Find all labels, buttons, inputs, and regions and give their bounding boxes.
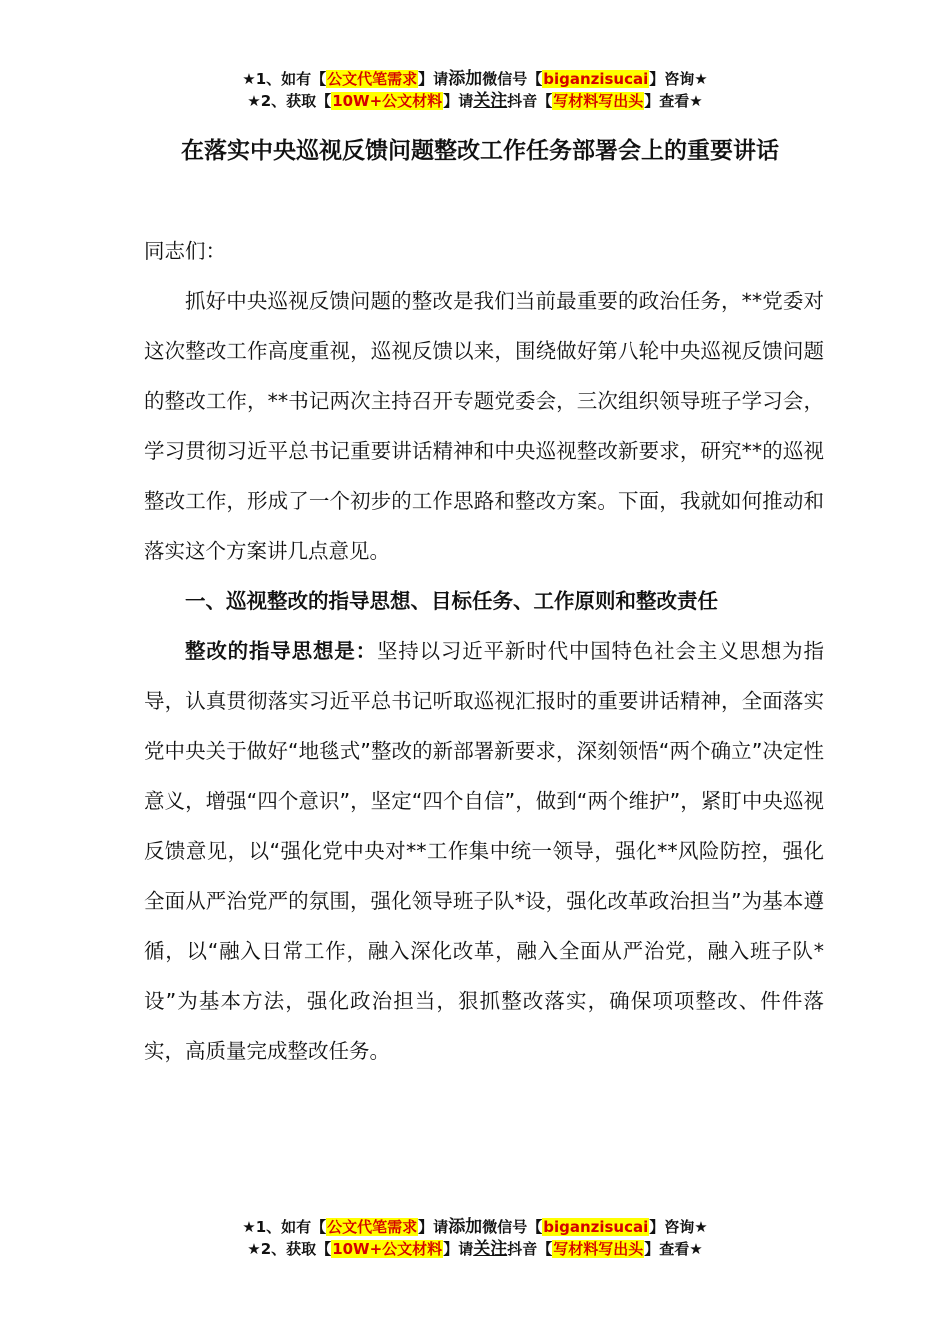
promo-line-2: ★2、获取【10W+公文材料】请关注抖音【写材料写出头】查看★ [247,1239,703,1259]
promo-line-2: ★2、获取【10W+公文材料】请关注抖音【写材料写出头】查看★ [247,91,703,111]
highlight-douyin: 写材料写出头 [553,1240,644,1258]
highlight-wechat-id: biganzisucai [543,1218,649,1236]
highlight-douyin: 写材料写出头 [553,92,644,110]
document-title: 在落实中央巡视反馈问题整改工作任务部署会上的重要讲话 [181,138,779,164]
promo-line-1: ★1、如有【公文代笔需求】请添加微信号【biganzisucai】咨询★ [242,69,708,89]
promo-banner-top [0,68,950,112]
document-body [144,226,824,1076]
guiding-thought-paragraph: 整改的指导思想是：坚持以习近平新时代中国特色社会主义思想为指导，认真贯彻落实习近平总书记听取巡视汇报时的重要讲话精神，全面落实党中央关于做好“地毯式”整改的新部署新要求，深刻领悟“两个确立”决定性意义，增强“四个意识”，坚定“四个自信”，做到“两个维护”，紧盯中央巡视反馈意见，以“强化党中央对**工作集中统一领导，强化**风险防控，强化全面从严治党严的氛围，强化领导班子队*设，强化改革政治担当”为基本遵循，以“融入日常工作，融入深化改革，融入全面从严治党，融入班子队*设”为基本方法，强化政治担当，狠抓整改落实，确保项项整改、件件落实，高质量完成整改任务。 [144,639,825,1063]
paragraph-lead: 整改的指导思想是： [185,639,377,663]
section-heading: 一、巡视整改的指导思想、目标任务、工作原则和整改责任 [185,589,718,613]
highlight-ghostwriting: 公文代笔需求 [327,1218,418,1236]
highlight-materials: 10W+公文材料 [332,1240,443,1258]
promo-banner-bottom [0,1216,950,1260]
highlight-materials: 10W+公文材料 [332,92,443,110]
promo-line-1: ★1、如有【公文代笔需求】请添加微信号【biganzisucai】咨询★ [242,1217,708,1237]
intro-paragraph: 抓好中央巡视反馈问题的整改是我们当前最重要的政治任务，**党委对这次整改工作高度重视，巡视反馈以来，围绕做好第八轮中央巡视反馈问题的整改工作，**书记两次主持召开专题党委会，三次组织领导班子学习会，学习贯彻习近平总书记重要讲话精神和中央巡视整改新要求，研究**的巡视整改工作，形成了一个初步的工作思路和整改方案。下面，我就如何推动和落实这个方案讲几点意见。 [144,289,824,563]
highlight-wechat-id: biganzisucai [543,70,649,88]
highlight-ghostwriting: 公文代笔需求 [327,70,418,88]
salutation: 同志们： [144,239,226,263]
